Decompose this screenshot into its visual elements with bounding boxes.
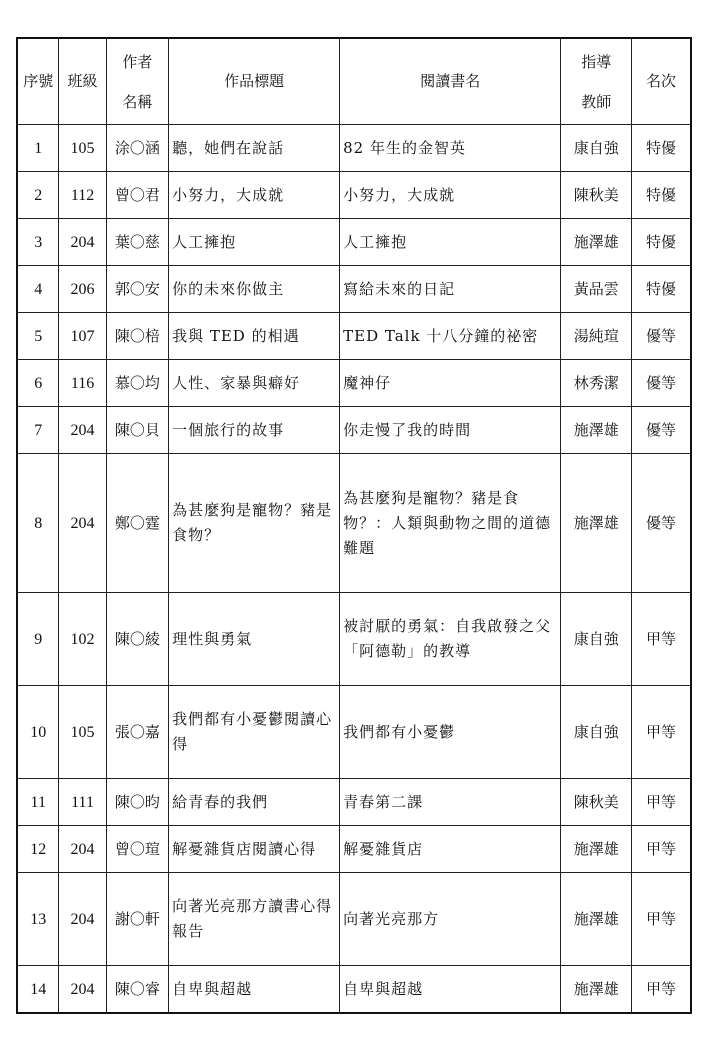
row-teacher: 陳秋美 bbox=[561, 779, 632, 826]
row-class: 204 bbox=[59, 826, 106, 873]
row-class: 204 bbox=[59, 873, 106, 966]
header-rank: 名次 bbox=[632, 38, 691, 125]
awards-table-container bbox=[16, 37, 692, 1014]
row-teacher: 施澤雄 bbox=[561, 826, 632, 873]
header-author-label: 作者名稱 bbox=[122, 52, 153, 111]
row-book: 我們都有小憂鬱 bbox=[340, 686, 561, 779]
row-book: 你走慢了我的時間 bbox=[340, 407, 561, 454]
row-teacher: 康自強 bbox=[561, 125, 632, 172]
row-class: 204 bbox=[59, 966, 106, 1014]
row-rank: 甲等 bbox=[632, 966, 691, 1014]
row-rank: 優等 bbox=[632, 407, 691, 454]
table-row bbox=[17, 873, 691, 966]
row-no: 4 bbox=[17, 266, 59, 313]
row-teacher: 施澤雄 bbox=[561, 454, 632, 593]
table-row bbox=[17, 313, 691, 360]
table-row bbox=[17, 172, 691, 219]
row-class: 112 bbox=[59, 172, 106, 219]
row-rank: 甲等 bbox=[632, 593, 691, 686]
row-title: 給青春的我們 bbox=[169, 779, 340, 826]
header-no: 序號 bbox=[17, 38, 59, 125]
row-no: 9 bbox=[17, 593, 59, 686]
row-title: 自卑與超越 bbox=[169, 966, 340, 1014]
row-class: 116 bbox=[59, 360, 106, 407]
reading-awards-table bbox=[16, 37, 692, 1014]
row-class: 111 bbox=[59, 779, 106, 826]
row-class: 204 bbox=[59, 407, 106, 454]
row-class: 102 bbox=[59, 593, 106, 686]
row-title: 聽，她們在說話 bbox=[169, 125, 340, 172]
row-book: 被討厭的勇氣：自我啟發之父「阿德勒」的教導 bbox=[340, 593, 561, 686]
row-no: 12 bbox=[17, 826, 59, 873]
row-book: 寫給未來的日記 bbox=[340, 266, 561, 313]
row-title: 向著光亮那方讀書心得報告 bbox=[169, 873, 340, 966]
row-class: 204 bbox=[59, 219, 106, 266]
header-book: 閱讀書名 bbox=[340, 38, 561, 125]
row-no: 2 bbox=[17, 172, 59, 219]
row-book: 自卑與超越 bbox=[340, 966, 561, 1014]
row-teacher: 施澤雄 bbox=[561, 873, 632, 966]
row-book: 魔神仔 bbox=[340, 360, 561, 407]
row-title: 你的未來你做主 bbox=[169, 266, 340, 313]
row-author: 曾〇瑄 bbox=[106, 826, 168, 873]
table-row bbox=[17, 360, 691, 407]
header-title: 作品標題 bbox=[169, 38, 340, 125]
row-author: 曾〇君 bbox=[106, 172, 168, 219]
row-author: 慕〇均 bbox=[106, 360, 168, 407]
row-rank: 優等 bbox=[632, 360, 691, 407]
header-class: 班級 bbox=[59, 38, 106, 125]
row-class: 107 bbox=[59, 313, 106, 360]
row-author: 陳〇睿 bbox=[106, 966, 168, 1014]
row-book: 向著光亮那方 bbox=[340, 873, 561, 966]
table-row bbox=[17, 219, 691, 266]
row-teacher: 施澤雄 bbox=[561, 219, 632, 266]
row-no: 14 bbox=[17, 966, 59, 1014]
table-row bbox=[17, 407, 691, 454]
row-book: TED Talk 十八分鐘的祕密 bbox=[340, 313, 561, 360]
header-author bbox=[106, 38, 168, 125]
row-rank: 甲等 bbox=[632, 686, 691, 779]
row-author: 謝〇軒 bbox=[106, 873, 168, 966]
row-rank: 特優 bbox=[632, 172, 691, 219]
header-teacher-label: 指導教師 bbox=[581, 52, 612, 111]
row-author: 涂〇涵 bbox=[106, 125, 168, 172]
row-rank: 優等 bbox=[632, 313, 691, 360]
row-class: 105 bbox=[59, 686, 106, 779]
table-row bbox=[17, 454, 691, 593]
table-row bbox=[17, 593, 691, 686]
row-book: 解憂雜貨店 bbox=[340, 826, 561, 873]
row-author: 鄭〇霆 bbox=[106, 454, 168, 593]
row-title: 為甚麼狗是寵物？豬是食物？ bbox=[169, 454, 340, 593]
row-author: 陳〇綾 bbox=[106, 593, 168, 686]
row-title: 人工擁抱 bbox=[169, 219, 340, 266]
header-teacher bbox=[561, 38, 632, 125]
row-no: 8 bbox=[17, 454, 59, 593]
row-rank: 甲等 bbox=[632, 873, 691, 966]
row-book: 人工擁抱 bbox=[340, 219, 561, 266]
row-teacher: 施澤雄 bbox=[561, 407, 632, 454]
row-class: 105 bbox=[59, 125, 106, 172]
row-title: 我與 TED 的相遇 bbox=[169, 313, 340, 360]
row-title: 一個旅行的故事 bbox=[169, 407, 340, 454]
row-book: 為甚麼狗是寵物？豬是食物？：人類與動物之間的道德難題 bbox=[340, 454, 561, 593]
row-title: 我們都有小憂鬱閱讀心得 bbox=[169, 686, 340, 779]
table-row bbox=[17, 686, 691, 779]
row-title: 解憂雜貨店閱讀心得 bbox=[169, 826, 340, 873]
row-no: 11 bbox=[17, 779, 59, 826]
row-author: 郭〇安 bbox=[106, 266, 168, 313]
row-teacher: 湯純瑄 bbox=[561, 313, 632, 360]
row-author: 張〇嘉 bbox=[106, 686, 168, 779]
row-author: 陳〇棓 bbox=[106, 313, 168, 360]
table-row bbox=[17, 826, 691, 873]
row-rank: 甲等 bbox=[632, 779, 691, 826]
row-teacher: 康自強 bbox=[561, 686, 632, 779]
row-rank: 特優 bbox=[632, 266, 691, 313]
row-teacher: 陳秋美 bbox=[561, 172, 632, 219]
row-no: 3 bbox=[17, 219, 59, 266]
row-teacher: 黃品雲 bbox=[561, 266, 632, 313]
row-book: 小努力，大成就 bbox=[340, 172, 561, 219]
row-teacher: 林秀潔 bbox=[561, 360, 632, 407]
row-no: 7 bbox=[17, 407, 59, 454]
table-row bbox=[17, 125, 691, 172]
row-teacher: 施澤雄 bbox=[561, 966, 632, 1014]
row-no: 1 bbox=[17, 125, 59, 172]
row-title: 人性、家暴與癖好 bbox=[169, 360, 340, 407]
row-no: 10 bbox=[17, 686, 59, 779]
row-book: 青春第二課 bbox=[340, 779, 561, 826]
row-book: 82 年生的金智英 bbox=[340, 125, 561, 172]
row-title: 小努力，大成就 bbox=[169, 172, 340, 219]
row-rank: 甲等 bbox=[632, 826, 691, 873]
row-no: 13 bbox=[17, 873, 59, 966]
table-row bbox=[17, 966, 691, 1014]
row-rank: 優等 bbox=[632, 454, 691, 593]
table-row bbox=[17, 779, 691, 826]
row-author: 陳〇貝 bbox=[106, 407, 168, 454]
row-title: 理性與勇氣 bbox=[169, 593, 340, 686]
row-class: 206 bbox=[59, 266, 106, 313]
row-no: 6 bbox=[17, 360, 59, 407]
table-row bbox=[17, 266, 691, 313]
row-author: 陳〇昀 bbox=[106, 779, 168, 826]
row-author: 葉〇慈 bbox=[106, 219, 168, 266]
row-rank: 特優 bbox=[632, 125, 691, 172]
header-row bbox=[17, 38, 691, 125]
row-teacher: 康自強 bbox=[561, 593, 632, 686]
row-class: 204 bbox=[59, 454, 106, 593]
row-no: 5 bbox=[17, 313, 59, 360]
row-rank: 特優 bbox=[632, 219, 691, 266]
